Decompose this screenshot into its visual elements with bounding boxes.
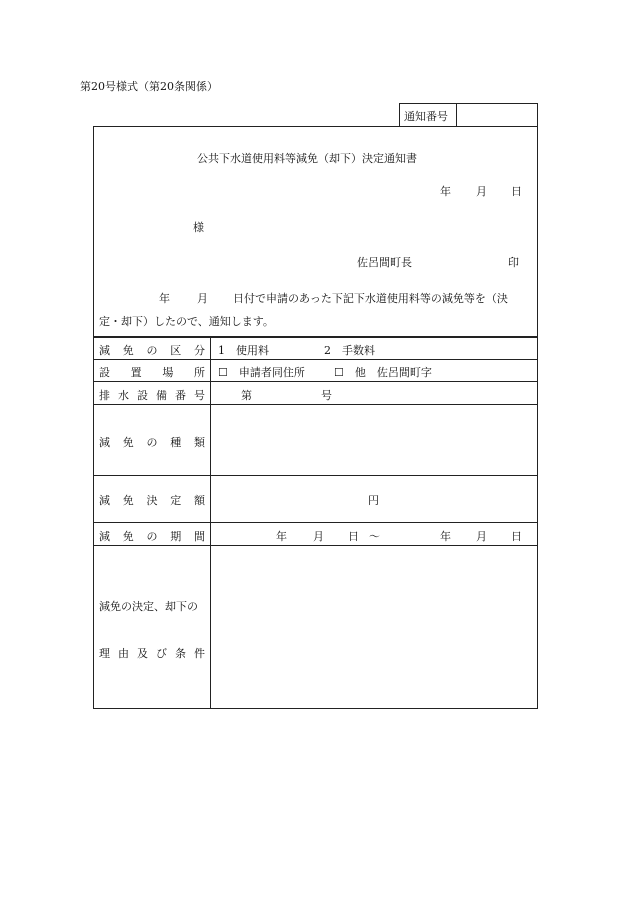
notice-number-field[interactable] — [460, 104, 534, 125]
date-day: 日 — [511, 185, 522, 198]
location-label: 設 置 場 所 — [99, 366, 205, 379]
row-divider — [93, 475, 538, 476]
row-divider — [93, 522, 538, 523]
location-option-other[interactable]: ☐ 他 佐呂間町字 — [334, 366, 432, 379]
period-end-year: 年 — [440, 530, 451, 543]
seal-mark: 印 — [508, 256, 519, 269]
row-divider — [93, 359, 538, 360]
amount-unit: 円 — [368, 494, 379, 507]
row-divider — [93, 545, 538, 546]
table-column-divider — [210, 337, 211, 709]
row-divider — [93, 381, 538, 382]
body-month: 月 — [197, 292, 208, 305]
date-month: 月 — [476, 185, 487, 198]
period-start-day: 日 — [348, 530, 359, 543]
type-label: 減 免 の 種 類 — [99, 436, 205, 449]
facility-number-field[interactable] — [260, 384, 315, 402]
category-label: 減 免 の 区 分 — [99, 344, 205, 357]
period-tilde: ～ — [369, 530, 380, 543]
facility-number-suffix: 号 — [321, 389, 332, 402]
row-divider — [93, 404, 538, 405]
notice-number-label: 通知番号 — [404, 110, 448, 123]
notice-number-divider — [456, 103, 457, 127]
date-year: 年 — [440, 185, 451, 198]
document-title: 公共下水道使用料等減免（却下）決定通知書 — [197, 152, 417, 165]
amount-label: 減 免 決 定 額 — [99, 494, 205, 507]
body-text-line1: 日付で申請のあった下記下水道使用料等の減免等を（決 — [233, 292, 508, 305]
facility-number-prefix: 第 — [241, 389, 252, 402]
category-option-usage-fee[interactable]: 1 使用料 — [218, 344, 269, 357]
reason-field[interactable] — [213, 548, 536, 707]
body-year: 年 — [159, 292, 170, 305]
addressee-suffix: 様 — [193, 221, 204, 234]
issuer-name: 佐呂間町長 — [357, 256, 412, 269]
period-end-month: 月 — [476, 530, 487, 543]
period-label: 減 免 の 期 間 — [99, 530, 205, 543]
period-end-day: 日 — [511, 530, 522, 543]
reason-label-line1: 減免の決定、却下の — [99, 600, 198, 613]
period-start-month: 月 — [313, 530, 324, 543]
location-option-same-address[interactable]: ☐ 申請者同住所 — [218, 366, 305, 379]
facility-number-label: 排 水 設 備 番 号 — [99, 389, 205, 402]
form-number: 第20号様式（第20条関係） — [80, 80, 218, 93]
period-start-year: 年 — [276, 530, 287, 543]
amount-field[interactable] — [215, 479, 365, 519]
addressee-field[interactable] — [100, 212, 188, 232]
reason-label-line2: 理 由 及 び 条 件 — [99, 647, 205, 660]
table-top-border — [93, 336, 538, 338]
body-text-line2: 定・却下）したので、通知します。 — [99, 315, 274, 328]
category-option-handling-fee[interactable]: 2 手数料 — [324, 344, 375, 357]
type-field[interactable] — [213, 406, 536, 473]
